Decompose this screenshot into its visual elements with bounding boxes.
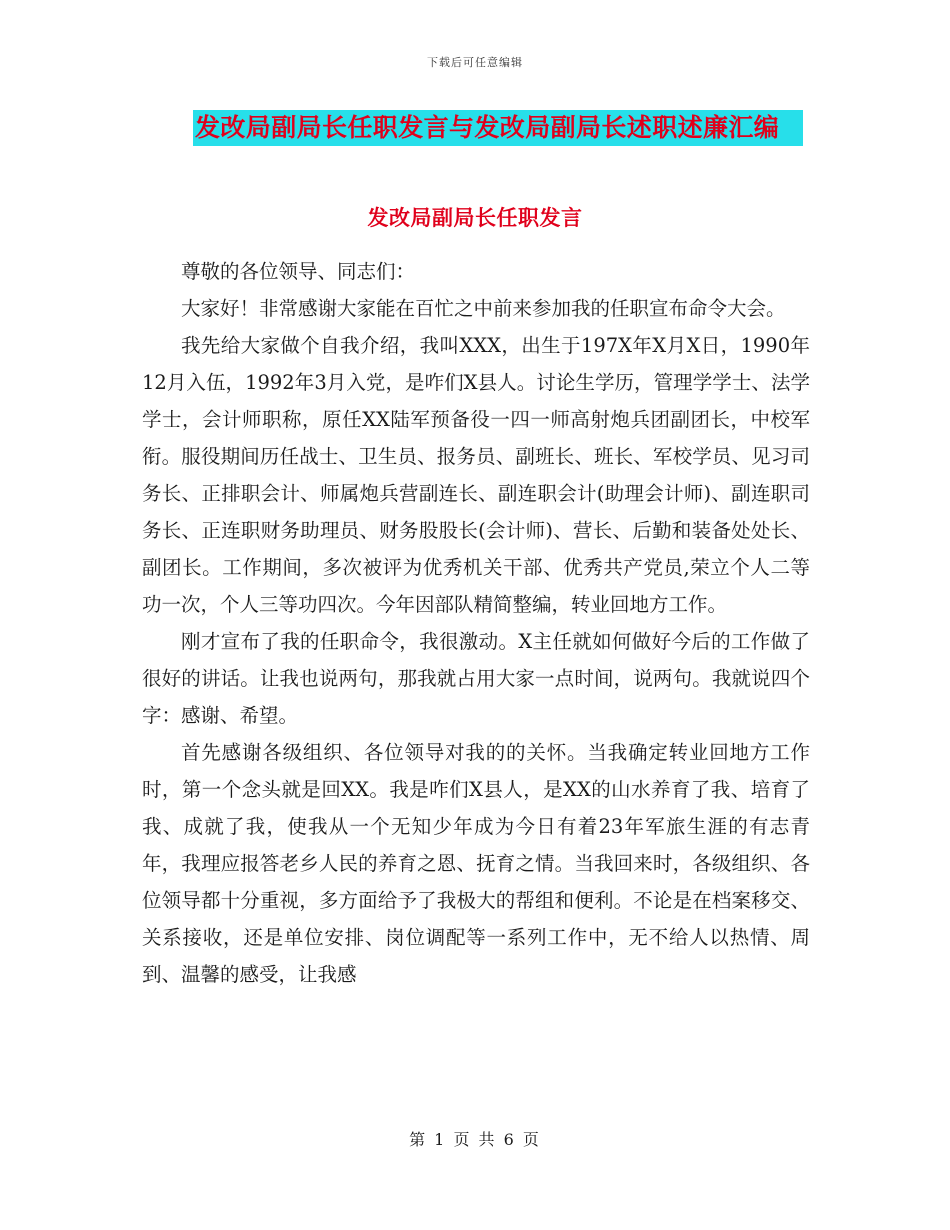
salutation-paragraph: 尊敬的各位领导、同志们： <box>181 260 416 283</box>
main-title-container <box>193 110 803 146</box>
document-body <box>142 221 810 993</box>
body-paragraph: 刚才宣布了我的任职命令，我很激动。X主任就如何做好今后的工作做了很好的讲话。让我也说两句，那我就占用大家一点时间，说两句。我就说四个字：感谢、希望。 <box>142 630 810 727</box>
body-paragraph: 首先感谢各级组织、各位领导对我的的关怀。当我确定转业回地方工作时，第一个念头就是回XX。我是咋们X县人，是XX的山水养育了我、培育了我、成就了我，使我从一个无知少年成为今日有着23年军旅生涯的有志青年，我理应报答老乡人民的养育之恩、抚育之情。当我回来时，各级组织、各位领导都十分重视，多方面给予了我极大的帮组和便利。不论是在档案移交、关系接收，还是单位安排、岗位调配等一系列工作中，无不给人以热情、周到、温馨的感受，让我感 <box>142 741 810 986</box>
page-footer: 第 1 页 共 6 页 <box>409 1130 541 1149</box>
main-title: 发改局副局长任职发言与发改局副局长述职述廉汇编 <box>193 110 803 146</box>
body-paragraph: 大家好！非常感谢大家能在百忙之中前来参加我的任职宣布命令大会。 <box>181 297 786 320</box>
body-paragraph: 我先给大家做个自我介绍，我叫XXX，出生于197X年X月X日，1990年12月入伍，1992年3月入党，是咋们X县人。讨论生学历，管理学学士、法学学士，会计师职称，原任XX陆军预备役一四一师高射炮兵团副团长，中校军衔。服役期间历任战士、卫生员、报务员、副班长、班长、军校学员、见习司务长、正排职会计、师属炮兵营副连长、副连职会计(助理会计师)、副连职司务长、正连职财务助理员、财务股股长(会计师)、营长、后勤和装备处处长、副团长。工作期间，多次被评为优秀机关干部、优秀共产党员,荣立个人二等功一次，个人三等功四次。今年因部队精简整编，转业回地方工作。 <box>142 334 810 616</box>
header-note: 下载后可任意编辑 <box>427 56 523 69</box>
section-title: 发改局副局长任职发言 <box>367 205 583 230</box>
